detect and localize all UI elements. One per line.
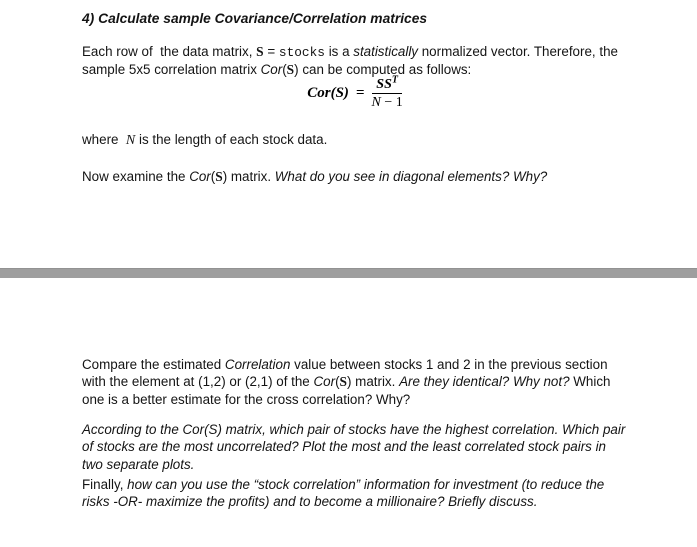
text-run: Cor	[260, 62, 283, 78]
compare-paragraph	[82, 356, 628, 408]
text-run: how can you use the “stock correlation” information for investment (to reduce the risks -OR- maximize the profits) and to become a millionaire? Briefly discuss.	[82, 477, 608, 510]
section-heading: 4) Calculate sample Covariance/Correlation matrices	[82, 11, 428, 26]
text-run: (	[282, 62, 287, 78]
text-run: S	[339, 374, 347, 390]
text-run: N	[125, 133, 136, 148]
text-run: where	[82, 132, 126, 147]
text-run: Compare the estimated	[82, 357, 225, 372]
text-run: S	[286, 62, 295, 78]
text-run: normalized vector. Therefore, the sample 5x5 correlation matrix	[82, 44, 622, 78]
text-run: statistically	[353, 44, 418, 59]
text-run: According to the Cor(S) matrix, which pair of stocks have the highest correlation. Which pair of stocks are the most uncorrelated? Plot the most and the least correlated stock pairs in two separate plots.	[82, 422, 630, 472]
correlation-formula	[82, 74, 628, 111]
text-run: Cor	[189, 169, 211, 184]
fraction-numerator	[372, 74, 402, 94]
text-run: Correlation	[224, 357, 291, 372]
text-run: S	[256, 44, 264, 59]
text-run: stocks	[278, 45, 325, 60]
text-run: Which one is a better estimate for the cross correlation? Why?	[82, 374, 615, 407]
text-run: =	[263, 44, 279, 59]
where-clause	[82, 131, 628, 149]
page-break-divider	[0, 268, 697, 278]
text-run: Finally,	[82, 477, 128, 492]
according-paragraph	[82, 421, 628, 473]
text-run: Each row of the data matrix,	[82, 44, 257, 59]
text-run: is the length of each stock data.	[135, 132, 328, 147]
equals-sign: =	[355, 85, 365, 102]
text-run: is a	[324, 44, 354, 59]
fraction	[371, 74, 403, 111]
text-run: )	[346, 374, 352, 390]
text-run: (	[210, 169, 216, 184]
text-run: matrix.	[351, 374, 400, 390]
text-run: What do you see in diagonal elements? Why?	[274, 169, 548, 184]
formula-lhs: Cor(S)	[307, 85, 349, 102]
denominator-rest: − 1	[380, 95, 403, 110]
text-run: Cor	[313, 374, 336, 390]
text-run: S	[215, 169, 223, 184]
text-run: )	[294, 62, 299, 78]
text-run: value between stocks 1 and 2 in the previous section with the element at (1,2) or (2,1) of the	[82, 357, 612, 390]
text-run: matrix.	[227, 169, 275, 184]
denominator-variable: N	[371, 95, 381, 110]
text-run: Now examine the	[82, 169, 190, 184]
text-run: can be computed as follows:	[298, 62, 472, 78]
text-run: (	[335, 374, 340, 390]
numerator-superscript: T	[391, 74, 398, 86]
fraction-denominator	[372, 94, 403, 111]
finally-paragraph	[82, 476, 628, 511]
numerator-base: SS	[376, 77, 392, 92]
text-run: )	[222, 169, 228, 184]
examine-prompt	[82, 168, 628, 185]
intro-paragraph	[82, 43, 628, 79]
text-run: Are they identical? Why not?	[399, 374, 570, 390]
